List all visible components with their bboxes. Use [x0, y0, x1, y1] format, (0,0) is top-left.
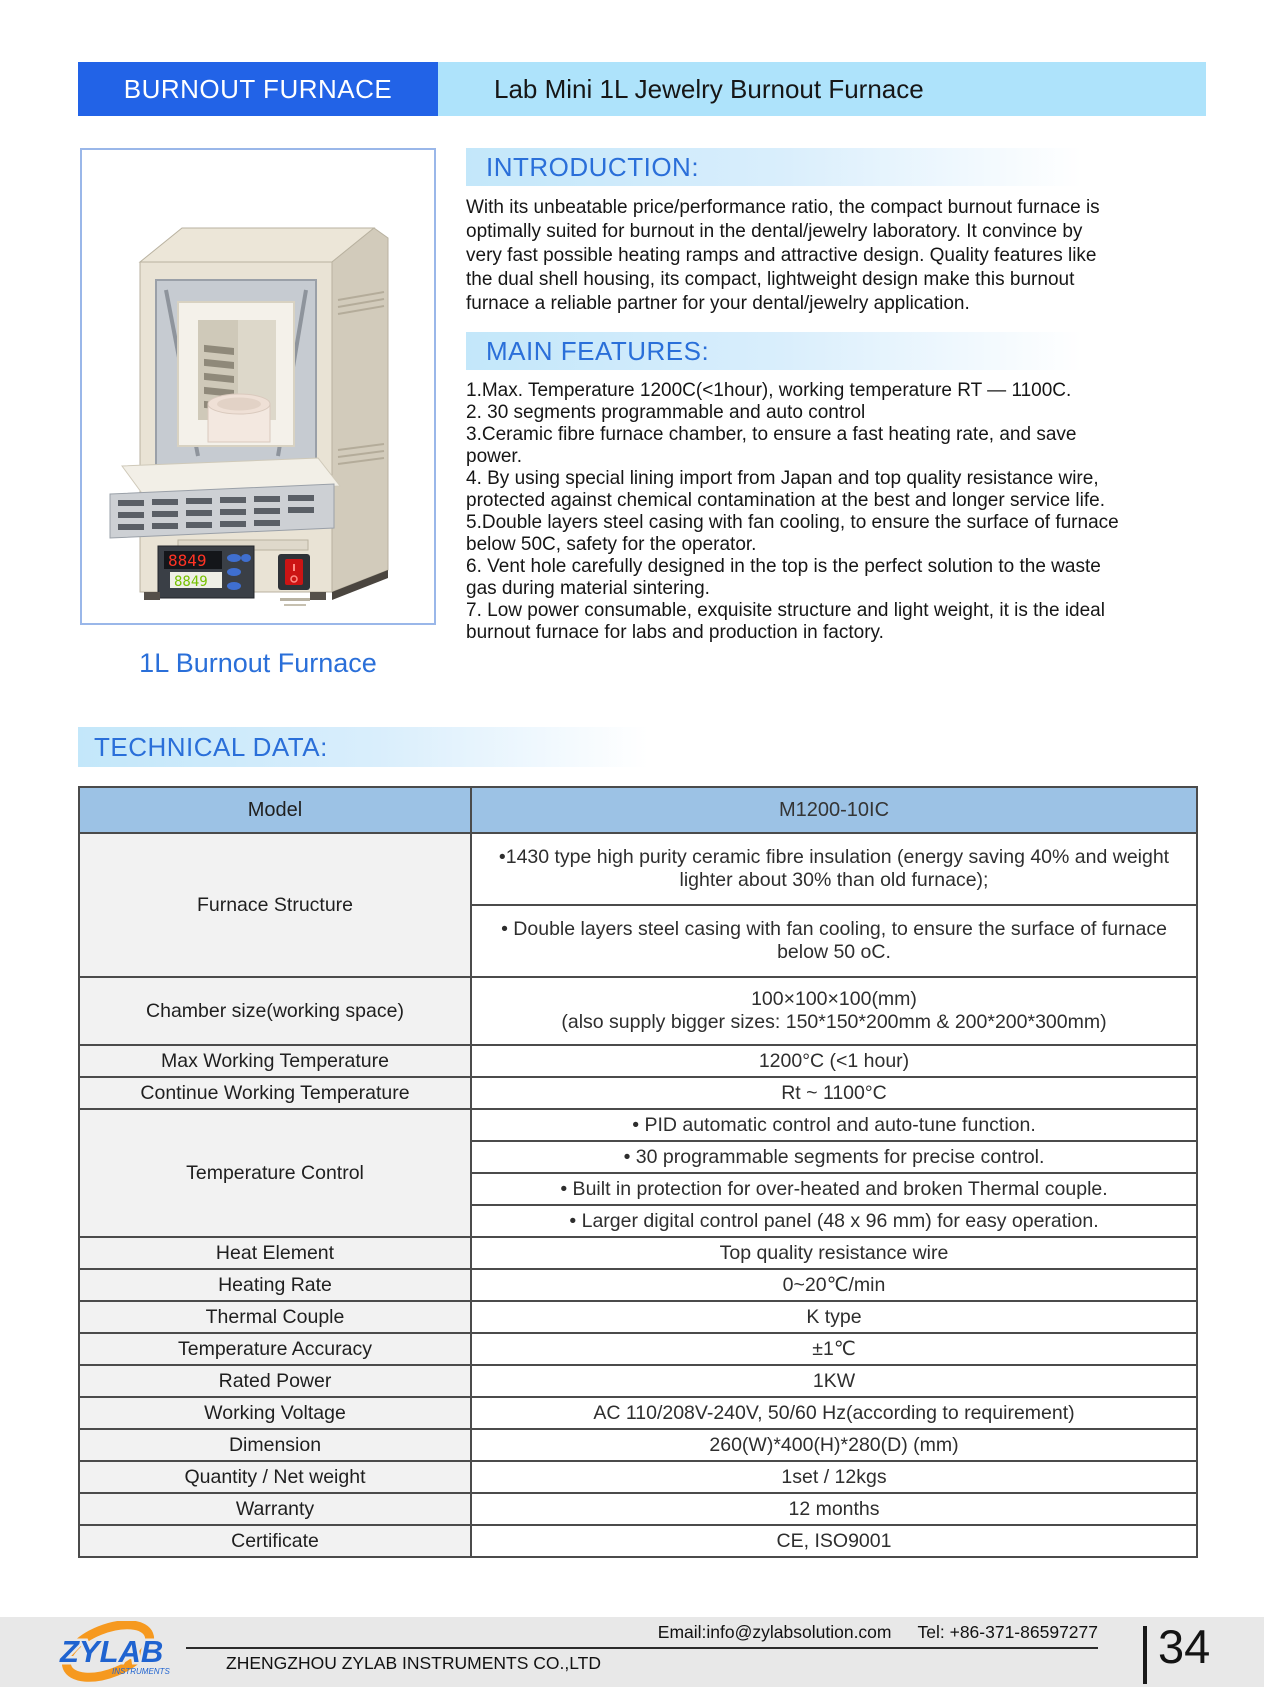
technical-data-table [78, 786, 1198, 1558]
spec-row-value: 1KW [471, 1365, 1197, 1397]
spec-row-value: 1set / 12kgs [471, 1461, 1197, 1493]
category-label: BURNOUT FURNACE [78, 62, 438, 116]
spec-row-value: CE, ISO9001 [471, 1525, 1197, 1557]
spec-row-value: K type [471, 1301, 1197, 1333]
footer-contact [658, 1622, 1098, 1643]
led-display-bottom: 8849 [174, 574, 208, 590]
zylab-logo [50, 1621, 180, 1687]
spec-row-value: 1200°C (<1 hour) [471, 1045, 1197, 1077]
page-number: 34 [1158, 1620, 1211, 1673]
spec-row-value: 0~20℃/min [471, 1269, 1197, 1301]
spec-row-label: Temperature Accuracy [79, 1333, 471, 1365]
spec-row-label: Heat Element [79, 1237, 471, 1269]
chamber-size-line: (also supply bigger sizes: 150*150*200mm & 200*200*300mm) [561, 1011, 1107, 1033]
spec-row-label: Max Working Temperature [79, 1045, 471, 1077]
spec-row-value: 260(W)*400(H)*280(D) (mm) [471, 1429, 1197, 1461]
spec-row-value: • 30 programmable segments for precise control. [471, 1141, 1197, 1173]
spec-row-value: •1430 type high purity ceramic fibre insulation (energy saving 40% and weight lighter about 30% than old furnace); [471, 833, 1197, 905]
footer-tel: Tel: +86-371-86597277 [917, 1622, 1098, 1642]
spec-row-label: Warranty [79, 1493, 471, 1525]
logo-subtext: INSTRUMENTS [112, 1667, 170, 1676]
feature-item: 2. 30 segments programmable and auto control [466, 402, 866, 423]
spec-row-value: • PID automatic control and auto-tune function. [471, 1109, 1197, 1141]
feature-item: 1.Max. Temperature 1200C(<1hour), working temperature RT — 1100C. [466, 380, 1072, 401]
header-bar [78, 62, 1206, 116]
main-features-heading: MAIN FEATURES: [466, 332, 1122, 370]
spec-row-label: Working Voltage [79, 1397, 471, 1429]
technical-data-heading: TECHNICAL DATA: [78, 727, 678, 767]
spec-row-label: Certificate [79, 1525, 471, 1557]
spec-row-value: Rt ~ 1100°C [471, 1077, 1197, 1109]
introduction-heading: INTRODUCTION: [466, 148, 1122, 186]
features-list [466, 380, 1122, 644]
logo-text: ZYLAB [60, 1634, 164, 1669]
furnace-illustration [82, 150, 434, 623]
spec-model-value: M1200-10IC [471, 787, 1197, 833]
spec-model-label: Model [79, 787, 471, 833]
page-number-bar [1143, 1626, 1147, 1684]
spec-row-label: Dimension [79, 1429, 471, 1461]
feature-item: 6. Vent hole carefully designed in the top is the perfect solution to the waste gas during material sintering. [466, 556, 1101, 599]
spec-row-value [471, 977, 1197, 1045]
chamber-size-line: 100×100×100(mm) [751, 988, 917, 1010]
spec-row-label: Thermal Couple [79, 1301, 471, 1333]
spec-row-value: Top quality resistance wire [471, 1237, 1197, 1269]
footer-company-name: ZHENGZHOU ZYLAB INSTRUMENTS CO.,LTD [226, 1653, 601, 1673]
spec-row-label: Furnace Structure [79, 833, 471, 977]
product-image [80, 148, 436, 625]
spec-row-label: Chamber size(working space) [79, 977, 471, 1045]
feature-item: 7. Low power consumable, exquisite structure and light weight, it is the ideal burnout furnace for labs and production in factory. [466, 600, 1105, 643]
spec-row-value: • Double layers steel casing with fan cooling, to ensure the surface of furnace below 50 oC. [471, 905, 1197, 977]
footer [0, 1617, 1264, 1687]
spec-row-label: Continue Working Temperature [79, 1077, 471, 1109]
spec-row-value: 12 months [471, 1493, 1197, 1525]
footer-divider [186, 1647, 1098, 1649]
spec-row-value: ±1℃ [471, 1333, 1197, 1365]
product-caption: 1L Burnout Furnace [139, 648, 377, 678]
feature-item: 4. By using special lining import from Japan and top quality resistance wire, protected against chemical contamination at the best and longer service life. [466, 468, 1105, 511]
spec-row-value: AC 110/208V-240V, 50/60 Hz(according to requirement) [471, 1397, 1197, 1429]
feature-item: 5.Double layers steel casing with fan cooling, to ensure the surface of furnace below 50C, safety for the operator. [466, 512, 1119, 555]
led-display-top: 8849 [168, 551, 207, 570]
spec-row-label: Quantity / Net weight [79, 1461, 471, 1493]
spec-row-value: • Built in protection for over-heated and broken Thermal couple. [471, 1173, 1197, 1205]
footer-email: Email:info@zylabsolution.com [657, 1622, 892, 1642]
page-title: Lab Mini 1L Jewelry Burnout Furnace [438, 62, 1206, 116]
spec-row-label: Rated Power [79, 1365, 471, 1397]
spec-row-label: Temperature Control [79, 1109, 471, 1237]
introduction-paragraph: With its unbeatable price/performance ratio, the compact burnout furnace is optimally suited for burnout in the dental/jewelry laboratory. It convince by very fast possible heating ramps and attractive design. Quality features like the dual shell housing, its compact, lightweight design make this burnout furnace a reliable partner for your dental/jewelry application. [466, 197, 1100, 314]
right-column [466, 148, 1122, 644]
spec-row-label: Heating Rate [79, 1269, 471, 1301]
spec-row-value: • Larger digital control panel (48 x 96 mm) for easy operation. [471, 1205, 1197, 1237]
feature-item: 3.Ceramic fibre furnace chamber, to ensure a fast heating rate, and save power. [466, 424, 1077, 467]
